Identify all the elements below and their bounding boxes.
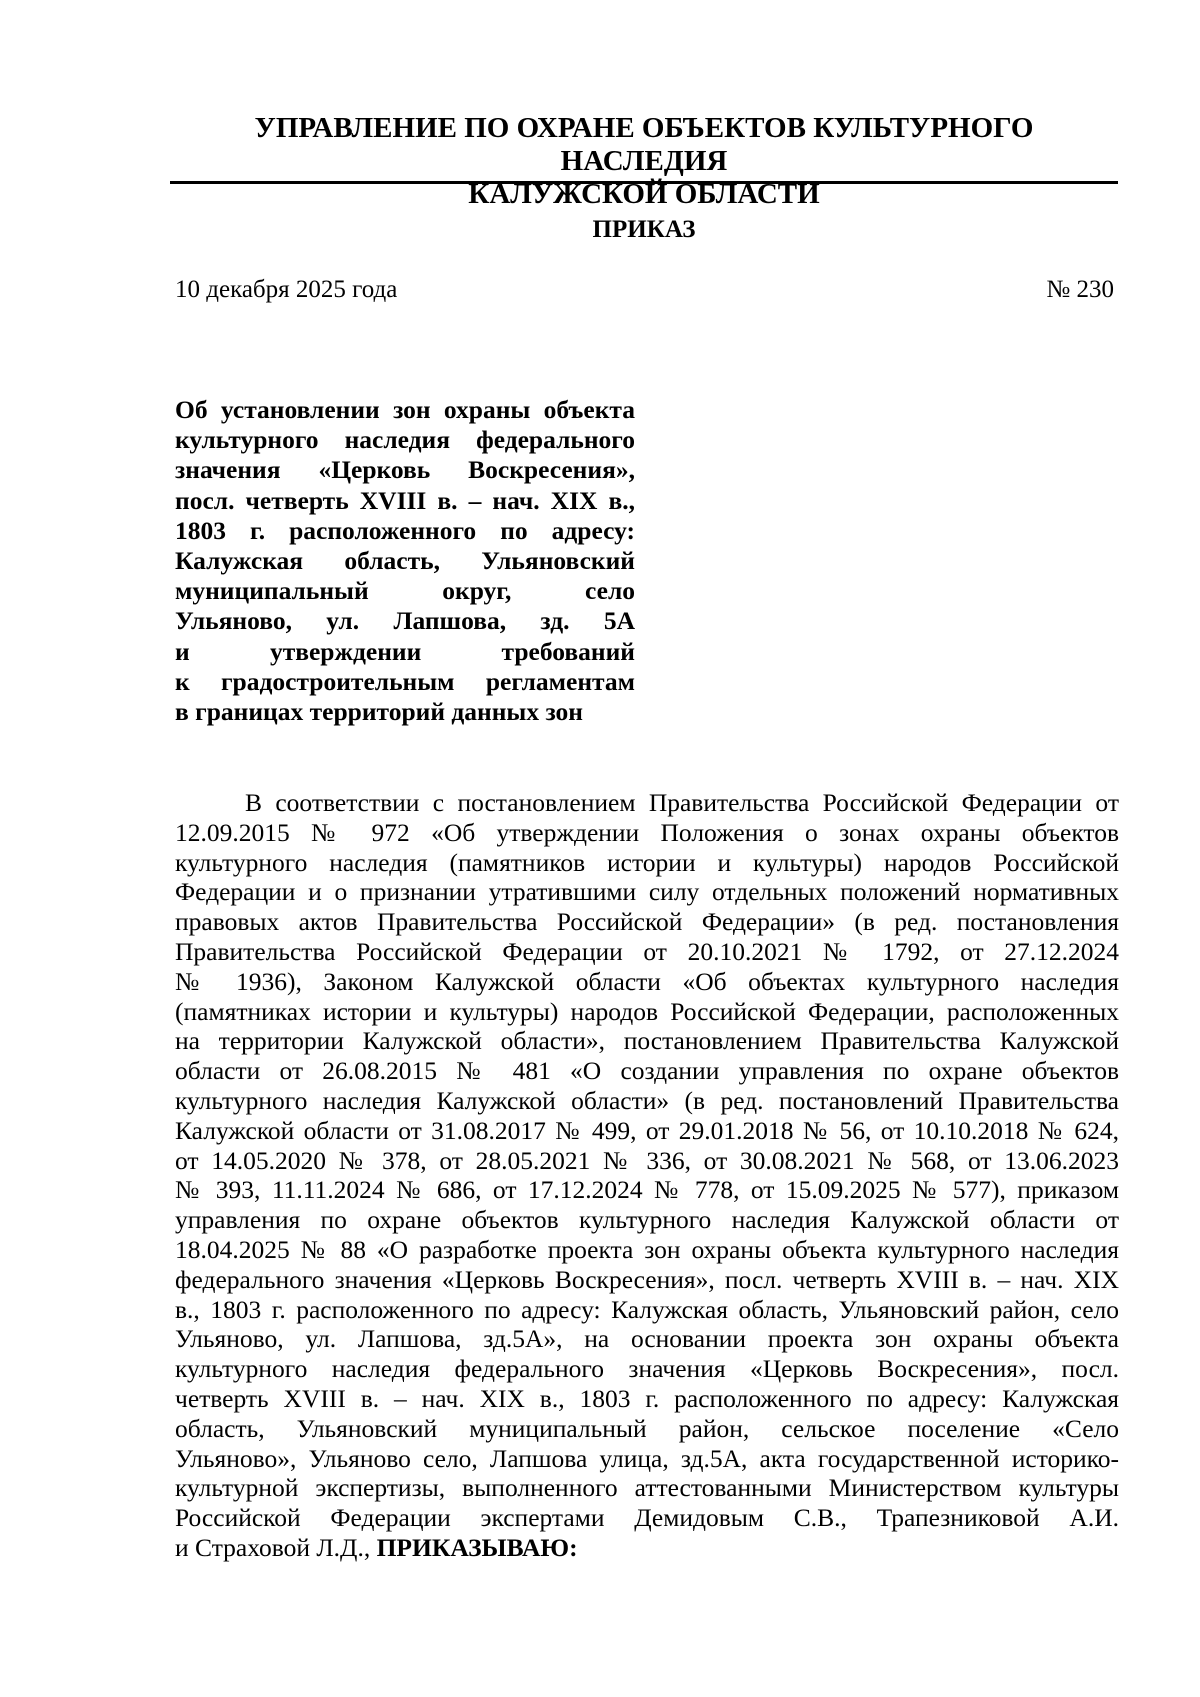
order-number: № 230 <box>1046 276 1114 303</box>
body-line: в., 1803 г. расположенного по адресу: Калужская область, Ульяновский район, село <box>175 1294 1119 1324</box>
body-line: культурной экспертизы, выполненного аттестованными Министерством культуры <box>175 1473 1119 1503</box>
body-line: 12.09.2015 № 972 «Об утверждении Положения о зонах охраны объектов <box>175 817 1119 847</box>
body-line: культурного наследия (памятников истории и культуры) народов Российской <box>175 847 1119 877</box>
body-line: Федерации и о признании утратившими силу отдельных положений нормативных <box>175 877 1119 907</box>
subject-line: муниципальный округ, село <box>175 576 635 606</box>
body-line-final <box>175 1533 1119 1563</box>
body-line: культурного наследия Калужской области» (в ред. постановлений Правительства <box>175 1085 1119 1115</box>
body-line: культурного наследия федерального значения «Церковь Воскресения», посл. <box>175 1354 1119 1384</box>
organization-name-line-2: КАЛУЖСКОЙ ОБЛАСТИ <box>468 178 820 210</box>
subject-line: значения «Церковь Воскресения», <box>175 455 635 485</box>
body-line: область, Ульяновский муниципальный район, сельское поселение «Село <box>175 1413 1119 1443</box>
subject-line: в границах территорий данных зон <box>175 696 583 726</box>
order-date: 10 декабря 2025 года <box>175 276 398 303</box>
subject-line: 1803 г. расположенного по адресу: <box>175 515 635 545</box>
body-line: Правительства Российской Федерации от 20.10.2021 № 1792, от 27.12.2024 <box>175 936 1119 966</box>
subject-line: к градостроительным регламентам <box>175 666 635 696</box>
order-subject <box>175 395 635 727</box>
body-line: на территории Калужской области», постановлением Правительства Калужской <box>175 1026 1119 1056</box>
body-line: Калужской области от 31.08.2017 № 499, от 29.01.2018 № 56, от 10.10.2018 № 624, <box>175 1115 1119 1145</box>
body-line: В соответствии с постановлением Правительства Российской Федерации от <box>245 788 1119 817</box>
organization-name <box>170 112 1118 211</box>
preamble-paragraph <box>175 788 1119 1563</box>
body-line: 18.04.2025 № 88 «О разработке проекта зон охраны объекта культурного наследия <box>175 1234 1119 1264</box>
header-divider <box>170 181 1118 184</box>
body-line: области от 26.08.2015 № 481 «О создании управления по охране объектов <box>175 1056 1119 1086</box>
body-line: управления по охране объектов культурного наследия Калужской области от <box>175 1205 1119 1235</box>
body-line: Российской Федерации экспертами Демидовым С.В., Трапезниковой А.И. <box>175 1503 1119 1533</box>
subject-line: Калужская область, Ульяновский <box>175 545 635 575</box>
body-line: Ульяново, ул. Лапшова, зд.5А», на основании проекта зон охраны объекта <box>175 1324 1119 1354</box>
subject-line: посл. четверть XVIII в. – нач. XIX в., <box>175 485 635 515</box>
order-directive: ПРИКАЗЫВАЮ: <box>376 1532 578 1562</box>
body-line: федерального значения «Церковь Воскресения», посл. четверть XVIII в. – нач. XIX <box>175 1264 1119 1294</box>
body-line: (памятниках истории и культуры) народов Российской Федерации, расположенных <box>175 996 1119 1026</box>
body-line-final-text: и Страховой Л.Д., <box>175 1532 371 1562</box>
body-line: правовых актов Правительства Российской Федерации» (в ред. постановления <box>175 907 1119 937</box>
subject-line: культурного наследия федерального <box>175 425 635 455</box>
subject-line: Об установлении зон охраны объекта <box>175 395 635 424</box>
body-line: Ульяново», Ульяново село, Лапшова улица, зд.5А, акта государственной историко- <box>175 1443 1119 1473</box>
body-line: четверть XVIII в. – нач. XIX в., 1803 г. расположенного по адресу: Калужская <box>175 1383 1119 1413</box>
body-line: № 1936), Законом Калужской области «Об объектах культурного наследия <box>175 966 1119 996</box>
body-line: № 393, 11.11.2024 № 686, от 17.12.2024 № 778, от 15.09.2025 № 577), приказом <box>175 1175 1119 1205</box>
organization-name-line-1: УПРАВЛЕНИЕ ПО ОХРАНЕ ОБЪЕКТОВ КУЛЬТУРНОГО НАСЛЕДИЯ <box>254 112 1034 177</box>
document-type-title: ПРИКАЗ <box>592 216 696 243</box>
subject-line: Ульяново, ул. Лапшова, зд. 5А <box>175 606 635 636</box>
subject-line: и утверждении требований <box>175 636 635 666</box>
body-line: от 14.05.2020 № 378, от 28.05.2021 № 336, от 30.08.2021 № 568, от 13.06.2023 <box>175 1145 1119 1175</box>
